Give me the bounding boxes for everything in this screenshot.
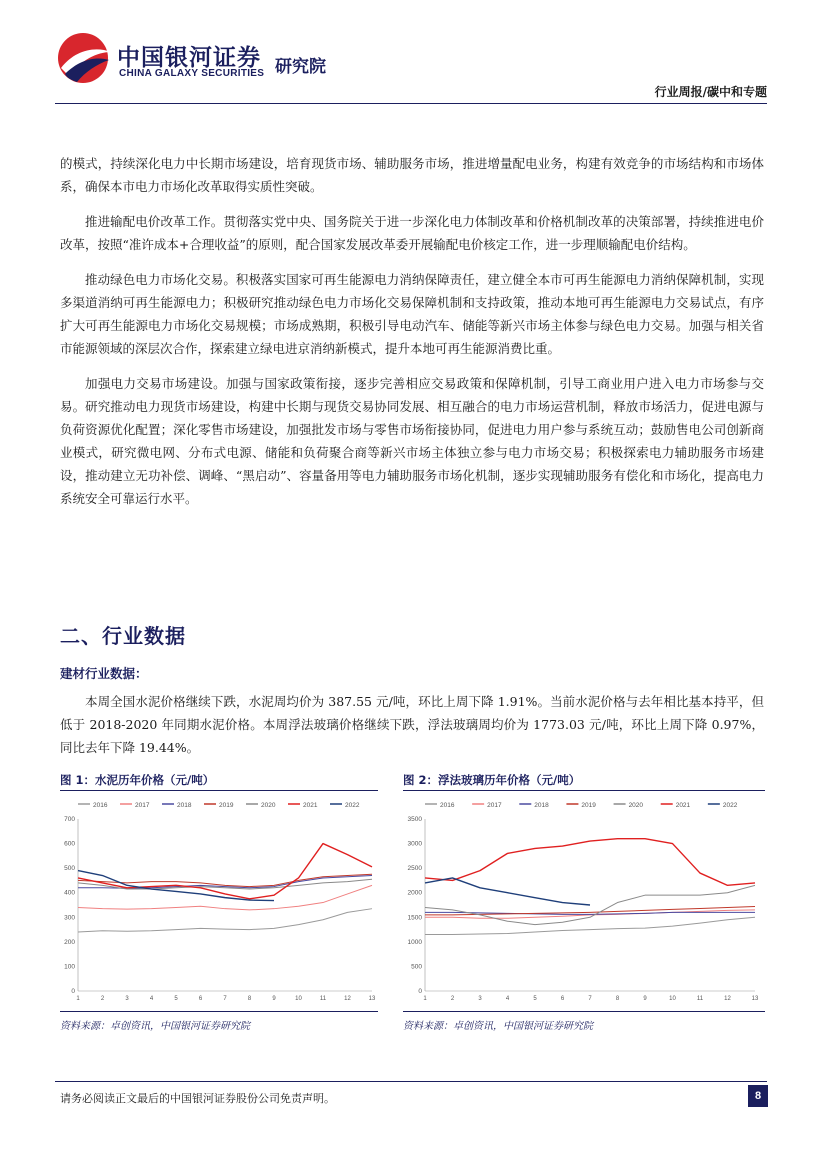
legend-label-2022: 2022 [345, 802, 360, 809]
y-tick-label-500: 500 [64, 865, 75, 873]
paragraph-3: 推动绿色电力市场化交易。积极落实国家可再生能源电力消纳保障责任，建立健全本市可再生能源电力消纳保障机制，实现多渠道消纳可再生能源电力；积极研究推动绿色电力市场化交易保障机制和支持政策，推动本地可再生能源电力交易试点，有序扩大可再生能源电力市场化交易规模；市场成熟期，积极引导电动汽车、储能等新兴市场主体参与绿色电力交易。加强与相关省市能源领域的深层次合作，探索建立绿电进京消纳新模式，提升本地可再生能源消费比重。 [60, 272, 764, 356]
series-line-2016 [78, 909, 372, 932]
paragraph-2: 推进输配电价改革工作。贯彻落实党中央、国务院关于进一步深化电力体制改革和价格机制改革的决策部署，持续推进电价改革，按照“准许成本+合理收益”的原则，配合国家发展改革委开展输配电价核定工作，进一步理顺输配电价结构。 [60, 214, 764, 252]
x-tick-label-13: 13 [368, 996, 376, 1002]
x-tick-label-6: 6 [198, 996, 203, 1002]
figure-2-chart [403, 795, 765, 1007]
y-tick-label-1500: 1500 [407, 914, 422, 922]
x-tick-label-7: 7 [588, 996, 592, 1002]
x-tick-label-2: 2 [450, 996, 455, 1002]
legend-label-2019: 2019 [219, 802, 234, 809]
legend-label-2016: 2016 [93, 802, 108, 809]
x-tick-label-2: 2 [100, 996, 105, 1002]
subheading: 建材行业数据： [60, 666, 148, 681]
x-tick-label-9: 9 [643, 996, 647, 1002]
legend-label-2020: 2020 [628, 802, 644, 809]
footer-divider [55, 1081, 767, 1082]
report-type: 行业周报/碳中和专题 [654, 85, 767, 99]
figure-2-bottom-rule [403, 1011, 765, 1012]
y-tick-label-600: 600 [64, 840, 75, 848]
x-tick-label-5: 5 [533, 996, 537, 1002]
legend-label-2022: 2022 [722, 802, 738, 809]
y-tick-label-3500: 3500 [407, 816, 422, 823]
x-tick-label-7: 7 [223, 996, 227, 1002]
figure-2-title: 图 2：浮法玻璃历年价格（元/吨） [403, 773, 581, 787]
legend-label-2021: 2021 [303, 802, 318, 809]
legend-label-2021: 2021 [675, 802, 691, 809]
y-tick-label-3000: 3000 [407, 840, 422, 848]
section-title: 二、行业数据 [60, 624, 186, 648]
x-tick-label-6: 6 [560, 996, 565, 1002]
y-tick-label-2500: 2500 [407, 865, 422, 873]
legend-label-2018: 2018 [177, 802, 192, 809]
x-tick-label-4: 4 [505, 996, 510, 1002]
y-tick-label-300: 300 [64, 914, 75, 922]
paragraph-4: 加强电力交易市场建设。加强与国家政策衔接，逐步完善相应交易政策和保障机制，引导工商业用户进入电力市场参与交易。研究推动电力现货市场建设，构建中长期与现货交易协同发展、相互融合的电力市场运营机制，释放市场活力，促进电源与负荷资源优化配置；深化零售市场建设，加强批发市场与零售市场衔接协同，促进电力用户参与系统互动；鼓励售电公司创新商业模式，研究微电网、分布式电源、储能和负荷聚合商等新兴市场主体独立参与电力市场交易；积极探索电力辅助服务市场建设，推动建立无功补偿、调峰、“黑启动”、容量备用等电力辅助服务市场化机制，逐步实现辅助服务有偿化和市场化，提高电力系统安全可靠运行水平。 [60, 376, 764, 506]
page-number: 8 [748, 1085, 768, 1107]
figure-1-chart [60, 795, 378, 1007]
y-tick-label-100: 100 [64, 963, 75, 971]
x-tick-label-4: 4 [149, 996, 154, 1002]
legend-label-2017: 2017 [487, 802, 502, 809]
legend-label-2020: 2020 [261, 802, 276, 809]
x-tick-label-3: 3 [125, 996, 129, 1002]
legend-label-2018: 2018 [534, 802, 549, 809]
logo-institute-name: 研究院 [275, 57, 326, 77]
paragraph-1: 的模式，持续深化电力中长期市场建设，培育现货市场、辅助服务市场，推进增量配电业务，构建有效竞争的市场结构和市场体系，确保本市电力市场化改革取得实质性突破。 [60, 156, 764, 194]
data-paragraph: 本周全国水泥价格继续下跌，水泥周均价为 387.55 元/吨，环比上周下降 1.91%。当前水泥价格与去年相比基本持平，但低于 2018-2020 年同期水泥价格。本周浮法玻璃价格继续下跌，浮法玻璃周均价为 1773.03 元/吨，环比上周下降 0.97%，同比去年下降 19.44%。 [60, 694, 764, 755]
series-line-2021 [78, 844, 372, 899]
footer-disclaimer: 请务必阅读正文最后的中国银河证券股份公司免责声明。 [60, 1092, 335, 1105]
y-tick-label-200: 200 [64, 938, 75, 946]
figure-2-top-rule [403, 790, 765, 791]
series-line-2016 [425, 917, 755, 934]
y-tick-label-0: 0 [418, 988, 422, 995]
x-tick-label-5: 5 [174, 996, 178, 1002]
legend-label-2017: 2017 [135, 802, 150, 809]
x-tick-label-8: 8 [247, 996, 252, 1002]
body-text [60, 152, 764, 522]
galaxy-logo-icon [55, 30, 113, 85]
x-tick-label-9: 9 [272, 996, 276, 1002]
series-line-2022 [425, 878, 590, 905]
logo-chinese-name: 中国银河证券 [117, 45, 261, 71]
x-tick-label-8: 8 [615, 996, 620, 1002]
legend-label-2019: 2019 [581, 802, 596, 809]
figure-1-source: 资料来源：卓创资讯，中国银河证券研究院 [60, 1021, 250, 1032]
x-tick-label-10: 10 [295, 996, 302, 1002]
x-tick-label-3: 3 [478, 996, 482, 1002]
y-tick-label-1000: 1000 [407, 938, 422, 946]
figure-1-title: 图 1：水泥历年价格（元/吨） [60, 773, 215, 787]
x-tick-label-1: 1 [76, 996, 80, 1002]
x-tick-label-12: 12 [344, 996, 351, 1002]
x-tick-label-1: 1 [423, 996, 427, 1002]
x-tick-label-11: 11 [696, 996, 704, 1002]
figure-1-bottom-rule [60, 1011, 378, 1012]
series-line-2019 [78, 874, 372, 886]
logo-english-name: CHINA GALAXY SECURITIES [119, 68, 265, 79]
x-tick-label-13: 13 [751, 996, 759, 1002]
legend-label-2016: 2016 [440, 802, 455, 809]
figure-1-top-rule [60, 790, 378, 791]
y-tick-label-2000: 2000 [407, 889, 422, 897]
header-divider [55, 103, 767, 104]
y-tick-label-700: 700 [64, 816, 75, 823]
figure-2-source: 资料来源：卓创资讯，中国银河证券研究院 [403, 1021, 593, 1032]
y-tick-label-500: 500 [411, 963, 422, 971]
x-tick-label-12: 12 [724, 996, 731, 1002]
series-line-2021 [425, 839, 755, 886]
y-tick-label-400: 400 [64, 889, 75, 897]
x-tick-label-11: 11 [319, 996, 327, 1002]
company-logo [55, 30, 355, 85]
y-tick-label-0: 0 [71, 988, 75, 995]
x-tick-label-10: 10 [669, 996, 676, 1002]
